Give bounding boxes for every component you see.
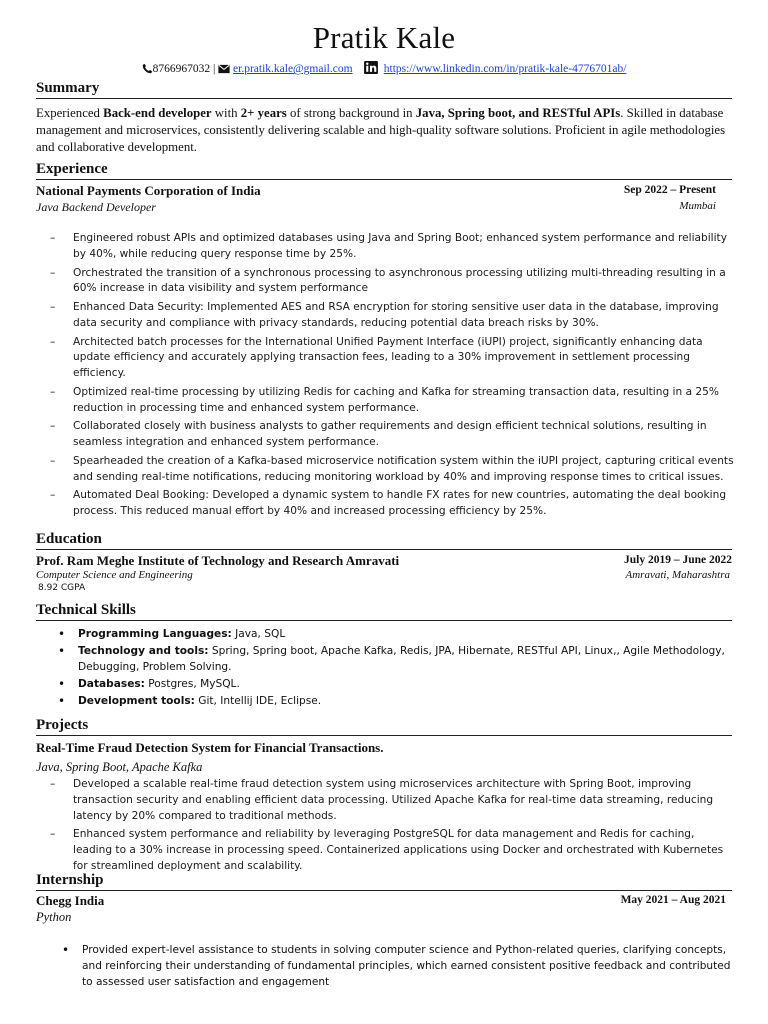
project-title: Real-Time Fraud Detection System for Financial Transactions. [36,740,384,755]
internship-bullets [62,943,738,992]
list-item [50,454,736,486]
project-bullets [50,777,736,878]
summary-text [36,105,736,156]
bullet-dash: – [50,778,56,790]
bullet-text: Developed a scalable real-time fraud detection system using microservices architecture with Spring Boot, improving transaction security and enabling efficient data processing. Utilized Apache Kafka for real-time data streaming, reducing latency by 20% compared to traditional methods. [73,778,714,822]
bullet-text: Provided expert-level assistance to students in solving computer science and Python-related queries, clarifying concepts, and reinforcing their understanding of fundamental principles, which earned consistent positive feedback and contributed to assessed user satisfaction and engagement [82,944,731,988]
summary-text-part: . [620,106,624,120]
summary-line2: Skilled in database management and microservices, consistently delivering scalable and high-quality software solutions. Proficient in agile methodologies and collaborative development. [36,106,726,154]
bullet-dash: – [50,301,56,313]
bullet-dash: – [50,420,56,433]
summary-role: Back-end developer [103,106,212,120]
bullet-text: Spearheaded the creation of a Kafka-based microservice notification system within the iUPI project, capturing critical events and sending real-time notifications, reducing monitoring workload by 40% and improving response times to critical issues. [73,454,734,483]
education-cgpa: 8.92 CGPA [38,583,86,593]
internship-heading: Internship [36,872,732,891]
bullet-dash: – [50,266,56,279]
bullet-dash: – [50,828,56,841]
bullet-dash: – [50,335,56,348]
candidate-name: Pratik Kale [312,20,456,55]
education-school: Prof. Ram Meghe Institute of Technology and Research Amravati [36,553,400,568]
internship-dates: May 2021 – Aug 2021 [620,894,726,906]
bullet-text: Optimized real-time processing by utilizing Redis for caching and Kafka for streaming transaction data, resulting in a 25% reduction in processing time and enhanced system performance. [73,385,719,414]
bullet-text: Orchestrated the transition of a synchronous processing to asynchronous processing utilizing multi-threading resulting in a 60% increase in data visibility and system performance [73,266,726,295]
linkedin-link[interactable]: https://www.linkedin.com/in/pratik-kale-4776701ab/ [383,63,627,75]
bullet-text: Engineered robust APIs and optimized databases using Java and Spring Boot; enhanced system performance and reliability by 40%, while reducing query response time by 25%. [73,232,727,260]
list-item [50,231,736,263]
skill-label: Databases: [78,678,145,691]
phone-number: 8766967032 [152,63,211,75]
bullet-dot: • [58,677,66,692]
project-tech: Java, Spring Boot, Apache Kafka [36,760,203,774]
bullet-dot: • [58,694,66,709]
list-item [50,335,736,383]
projects-heading: Projects [36,717,732,736]
list-item [50,300,736,332]
list-item [58,644,728,676]
bullet-text: Collaborated closely with business analysts to gather requirements and design efficient technical solutions, resulting in seamless integration and enhanced system performance. [73,420,707,449]
skill-label: Development tools: [78,695,195,708]
education-dates: July 2019 – June 2022 [624,554,732,566]
skill-value: Java, SQL [231,628,286,640]
experience-heading: Experience [36,161,732,180]
experience-bullets [50,231,736,523]
bullet-dash: – [50,489,56,502]
list-item [50,488,736,520]
list-item [50,777,736,825]
summary-stack: Java, Spring boot, and RESTful APIs [415,106,621,120]
bullet-dash: – [50,232,56,244]
summary-text-part: Experienced [36,106,104,120]
list-item [62,943,738,991]
linkedin-icon [364,61,378,74]
skill-value: Git, Intellij IDE, Eclipse. [194,695,322,708]
separator: | [212,63,216,75]
experience-role: Java Backend Developer [36,200,156,214]
skills-list [58,627,728,711]
experience-company: National Payments Corporation of India [36,183,261,198]
email-link[interactable]: er.pratik.kale@gmail.com [233,63,353,75]
skills-heading: Technical Skills [36,602,732,621]
education-degree: Computer Science and Engineering [36,569,193,581]
internship-role: Python [36,910,72,924]
list-item [50,266,736,298]
bullet-text: Enhanced Data Security: Implemented AES and RSA encryption for storing sensitive user data in the database, improving data security and compliance with privacy standards, reducing potential data breach risks by 30%. [73,301,719,329]
education-location: Amravati, Maharashtra [625,569,730,581]
list-item [50,827,736,875]
email-icon [218,64,230,74]
skill-value: Spring, Spring boot, Apache Kafka, Redis, JPA, Hibernate, RESTful API, Linux,, Agile Methodology, Debugging, Problem Solving. [78,645,725,673]
bullet-text: Architected batch processes for the International Unified Payment Interface (iUPI) project, significantly enhancing data update efficiency and accurately applying transaction fees, leading to a 30% improvement in settlement processing efficiency. [73,335,703,380]
list-item [50,419,736,451]
bullet-dash: – [50,385,56,398]
experience-location: Mumbai [679,200,716,212]
list-item [58,627,728,643]
bullet-dot: • [58,627,66,641]
education-heading: Education [36,531,732,550]
list-item [58,677,728,693]
summary-text-part: with [211,106,241,120]
summary-text-part: of strong background in [286,106,416,120]
bullet-text: Automated Deal Booking: Developed a dynamic system to handle FX rates for new countries, automating the deal booking process. This reduced manual effort by 40% and increased processing efficiency by 25%. [73,489,727,518]
contact-line [0,61,768,75]
skill-value: Postgres, MySQL. [144,678,240,691]
phone-icon [142,63,153,74]
list-item [58,694,728,710]
internship-company: Chegg India [36,893,105,908]
bullet-dot: • [62,943,70,957]
list-item [50,385,736,417]
summary-heading: Summary [36,80,732,99]
skill-label: Technology and tools: [78,645,209,658]
bullet-text: Enhanced system performance and reliability by leveraging PostgreSQL for data management and Redis for caching, leading to a 30% increase in processing speed. Containerized applications using Docker and orchestrated with Kubernetes for streamlined deployment and scalability. [73,828,724,873]
skill-label: Programming Languages: [78,628,232,640]
bullet-dot: • [58,644,66,659]
summary-years: 2+ years [240,106,287,120]
experience-dates: Sep 2022 – Present [623,184,716,196]
bullet-dash: – [50,454,56,467]
